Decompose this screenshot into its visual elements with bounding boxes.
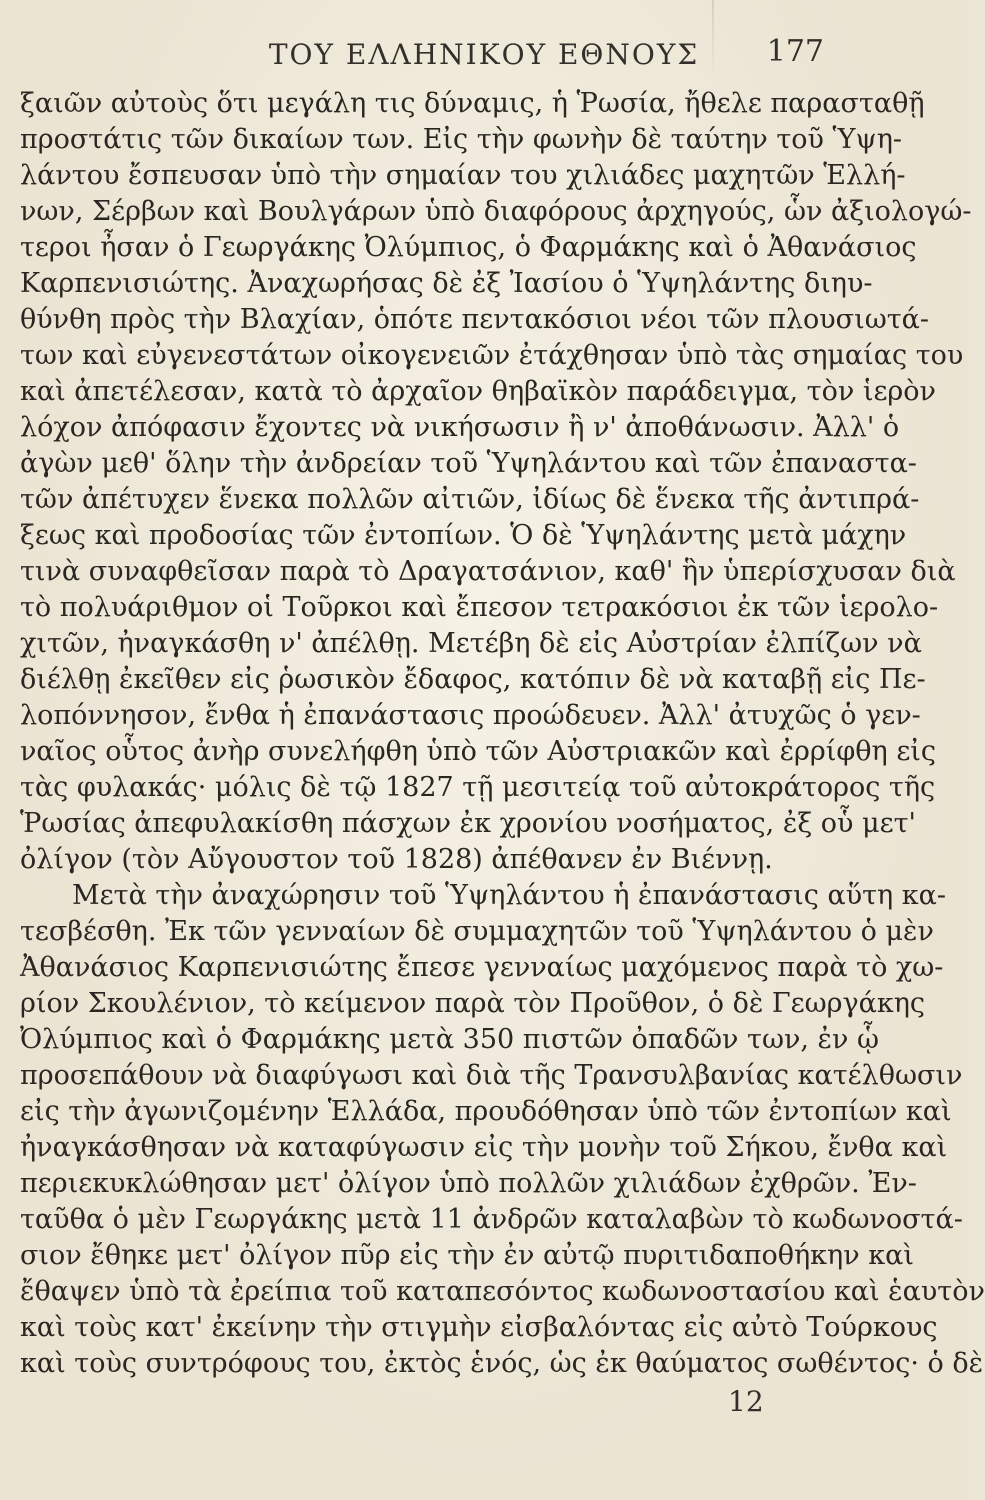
text-line: εἰς τὴν ἀγωνιζομένην Ἑλλάδα, προυδόθησαν ὑπὸ τῶν ἐντοπίων καὶ bbox=[20, 1096, 952, 1127]
text-line: καὶ ἀπετέλεσαν, κατὰ τὸ ἀρχαῖον θηβαϊκὸν παράδειγμα, τὸν ἱερὸν bbox=[20, 376, 936, 407]
text-line: ἀγὼν μεθ' ὅλην τὴν ἀνδρείαν τοῦ Ὑψηλάντου καὶ τῶν ἐπαναστα- bbox=[20, 448, 917, 479]
text-line: ταῦθα ὁ μὲν Γεωργάκης μετὰ 11 ἀνδρῶν καταλαβὼν τὸ κωδωνοστά- bbox=[20, 1204, 963, 1235]
text-line: καὶ τοὺς κατ' ἐκείνην τὴν στιγμὴν εἰσβαλόντας εἰς αὐτὸ Τούρκους bbox=[20, 1312, 938, 1343]
text-line: τὸ πολυάριθμον οἱ Τοῦρκοι καὶ ἔπεσον τετρακόσιοι ἐκ τῶν ἱερολο- bbox=[20, 592, 939, 623]
text-line: ἠναγκάσθησαν νὰ καταφύγωσιν εἰς τὴν μονὴν τοῦ Σήκου, ἔνθα καὶ bbox=[20, 1132, 948, 1163]
text-line: λοπόννησον, ἔνθα ἡ ἐπανάστασις προώδευεν. Ἀλλ' ἀτυχῶς ὁ γεν- bbox=[20, 700, 921, 731]
signature-mark: 12 bbox=[728, 1385, 764, 1418]
text-line: τεσβέσθη. Ἐκ τῶν γενναίων δὲ συμμαχητῶν τοῦ Ὑψηλάντου ὁ μὲν bbox=[20, 916, 934, 947]
text-line: Ἀθανάσιος Καρπενισιώτης ἔπεσε γενναίως μαχόμενος παρὰ τὸ χω- bbox=[20, 952, 944, 983]
page-number: 177 bbox=[766, 34, 824, 69]
text-line: τεροι ἦσαν ὁ Γεωργάκης Ὀλύμπιος, ὁ Φαρμάκης καὶ ὁ Ἀθανάσιος bbox=[20, 232, 917, 263]
text-line: ξεως καὶ προδοσίας τῶν ἐντοπίων. Ὁ δὲ Ὑψηλάντης μετὰ μάχην bbox=[20, 520, 907, 551]
text-line: τῶν ἀπέτυχεν ἕνεκα πολλῶν αἰτιῶν, ἰδίως δὲ ἕνεκα τῆς ἀντιπρά- bbox=[20, 484, 920, 515]
text-line: τινὰ συναφθεῖσαν παρὰ τὸ Δραγατσάνιον, καθ' ἣν ὑπερίσχυσαν διὰ bbox=[20, 556, 956, 587]
text-line: λόχον ἀπόφασιν ἔχοντες νὰ νικήσωσιν ἢ ν' ἀποθάνωσιν. Ἀλλ' ὁ bbox=[20, 412, 900, 443]
text-line: τὰς φυλακάς· μόλις δὲ τῷ 1827 τῇ μεσιτείᾳ τοῦ αὐτοκράτορος τῆς bbox=[20, 772, 936, 803]
text-line: ναῖος οὗτος ἀνὴρ συνελήφθη ὑπὸ τῶν Αὐστριακῶν καὶ ἐρρίφθη εἰς bbox=[20, 736, 937, 767]
text-line: περιεκυκλώθησαν μετ' ὀλίγον ὑπὸ πολλῶν χιλιάδων ἐχθρῶν. Ἐν- bbox=[20, 1168, 917, 1199]
page-header bbox=[0, 34, 968, 74]
text-line: θύνθη πρὸς τὴν Βλαχίαν, ὁπότε πεντακόσιοι νέοι τῶν πλουσιωτά- bbox=[20, 304, 930, 335]
text-line: ξαιῶν αὐτοὺς ὅτι μεγάλη τις δύναμις, ἡ Ῥωσία, ἤθελε παρασταθῇ bbox=[20, 88, 925, 119]
running-title: ΤΟΥ ΕΛΛΗΝΙΚΟΥ ΕΘΝΟΥΣ bbox=[268, 38, 700, 71]
text-line: προστάτις τῶν δικαίων των. Εἰς τὴν φωνὴν δὲ ταύτην τοῦ Ὑψη- bbox=[20, 124, 902, 155]
text-line: καὶ τοὺς συντρόφους του, ἐκτὸς ἑνός, ὡς ἐκ θαύματος σωθέντος· ὁ δὲ bbox=[20, 1348, 984, 1379]
text-line: των καὶ εὐγενεστάτων οἰκογενειῶν ἐτάχθησαν ὑπὸ τὰς σημαίας του bbox=[20, 340, 964, 371]
text-line: προσεπάθουν νὰ διαφύγωσι καὶ διὰ τῆς Τρανσυλβανίας κατέλθωσιν bbox=[20, 1060, 963, 1091]
text-line: Ῥωσίας ἀπεφυλακίσθη πάσχων ἐκ χρονίου νοσήματος, ἐξ οὗ μετ' bbox=[20, 808, 916, 839]
text-line: λάντου ἔσπευσαν ὑπὸ τὴν σημαίαν του χιλιάδες μαχητῶν Ἑλλή- bbox=[20, 160, 906, 191]
text-line: Μετὰ τὴν ἀναχώρησιν τοῦ Ὑψηλάντου ἡ ἐπανάστασις αὕτη κα- bbox=[72, 880, 947, 911]
text-line: ρίον Σκουλένιον, τὸ κείμενον παρὰ τὸν Προῦθον, ὁ δὲ Γεωργάκης bbox=[20, 988, 926, 1019]
text-line: σιον ἔθηκε μετ' ὀλίγον πῦρ εἰς τὴν ἐν αὐτῷ πυριτιδαποθήκην καὶ bbox=[20, 1240, 914, 1271]
text-line: Ὀλύμπιος καὶ ὁ Φαρμάκης μετὰ 350 πιστῶν ὀπαδῶν των, ἐν ᾧ bbox=[20, 1024, 880, 1055]
text-line: Καρπενισιώτης. Ἀναχωρήσας δὲ ἐξ Ἰασίου ὁ Ὑψηλάντης διηυ- bbox=[20, 268, 873, 299]
text-line: ὀλίγον (τὸν Αὔγουστον τοῦ 1828) ἀπέθανεν ἐν Βιέννῃ. bbox=[20, 844, 773, 875]
text-line: νων, Σέρβων καὶ Βουλγάρων ὑπὸ διαφόρους ἀρχηγούς, ὧν ἀξιολογώ- bbox=[20, 196, 972, 227]
text-line: διέλθῃ ἐκεῖθεν εἰς ῥωσικὸν ἔδαφος, κατόπιν δὲ νὰ καταβῇ εἰς Πε- bbox=[20, 664, 926, 695]
text-line: ἔθαψεν ὑπὸ τὰ ἐρείπια τοῦ καταπεσόντος κωδωνοστασίου καὶ ἑαυτὸν bbox=[20, 1276, 985, 1307]
text-line: χιτῶν, ἠναγκάσθη ν' ἀπέλθῃ. Μετέβη δὲ εἰς Αὐστρίαν ἐλπίζων νὰ bbox=[20, 628, 922, 659]
